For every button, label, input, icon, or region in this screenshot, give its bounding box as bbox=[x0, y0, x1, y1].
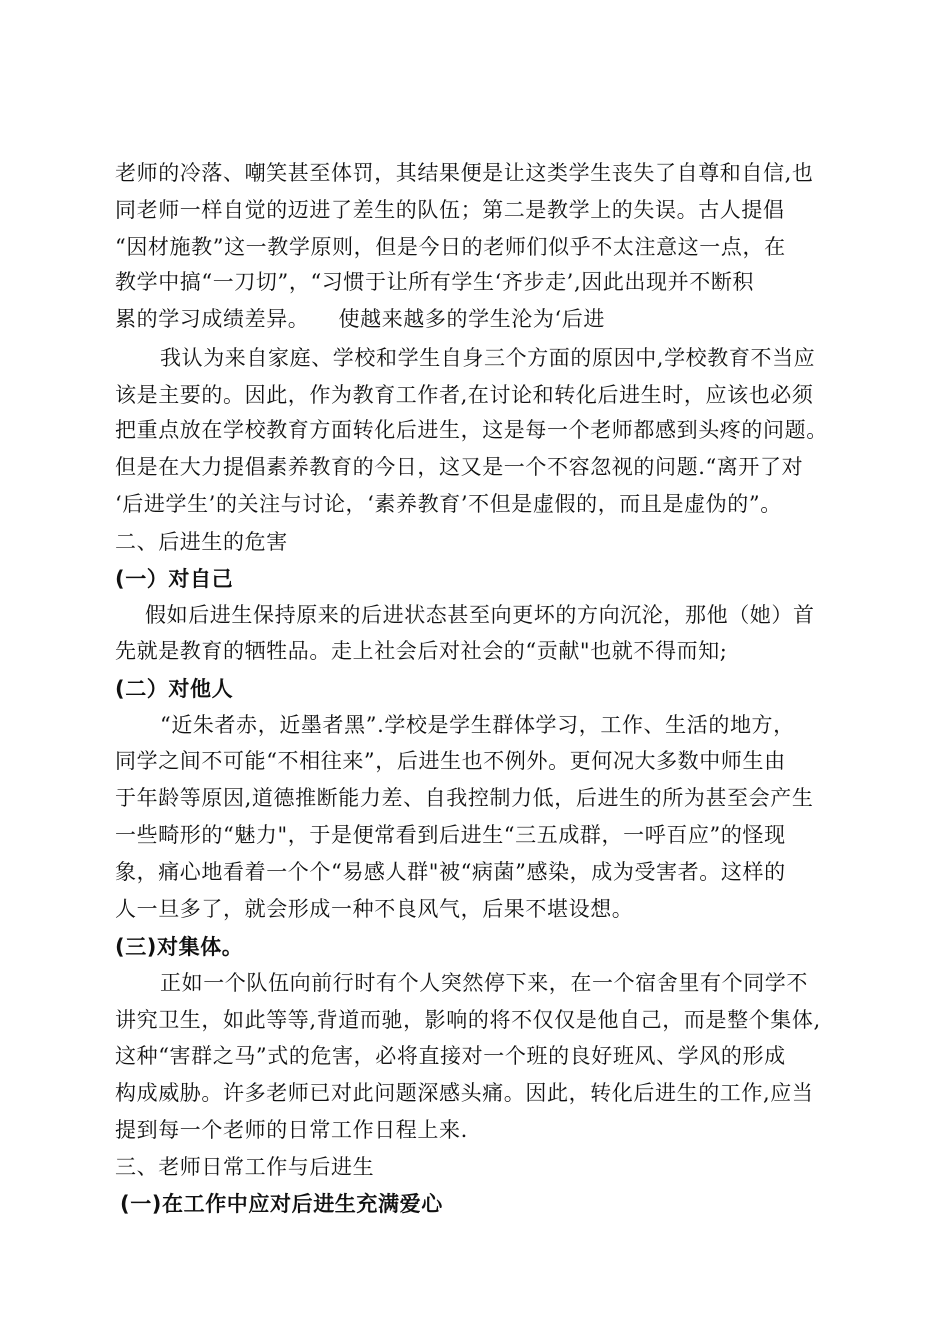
text-line: 教学中搞“一刀切”，“习惯于让所有学生‘齐步走’,因此出现并不断积 bbox=[115, 270, 755, 294]
text-line: 但是在大力提倡素养教育的今日，这又是一个不容忽视的问题.“离开了对 bbox=[115, 455, 804, 479]
section-heading: 三、老师日常工作与后进生 bbox=[115, 1155, 375, 1179]
text-line: 该是主要的。因此，作为教育工作者,在讨论和转化后进生时，应该也必须 bbox=[115, 383, 814, 407]
text-line: 正如一个队伍向前行时有个人突然停下来，在一个宿舍里有个同学不 bbox=[160, 971, 808, 995]
text-line: ‘后进学生’的关注与讨论，‘素养教育’不但是虚假的，而且是虚伪的”。 bbox=[115, 492, 782, 516]
text-line: 累的学习成绩差异。 使越来越多的学生沦为‘后进 bbox=[115, 307, 605, 331]
text-line: 把重点放在学校教育方面转化后进生，这是每一个老师都感到头疼的问题。 bbox=[115, 418, 828, 442]
text-line: 一些畸形的“魅力"，于是便常看到后进生“三五成群，一呼百应”的怪现 bbox=[115, 823, 786, 847]
text-line: 我认为来自家庭、学校和学生自身三个方面的原因中,学校教育不当应 bbox=[160, 346, 816, 370]
text-line: 人一旦多了，就会形成一种不良风气，后果不堪设想。 bbox=[115, 897, 634, 921]
text-line: 象，痛心地看着一个个“易感人群"被“病菌”感染，成为受害者。这样的 bbox=[115, 860, 786, 884]
subsection-heading: (二）对他人 bbox=[115, 677, 234, 701]
text-line: “因材施教”这一教学原则，但是今日的老师们似乎不太注意这一点，在 bbox=[115, 235, 786, 259]
text-line: 讲究卫生，如此等等,背道而驰，影响的将不仅仅是他自己，而是整个集体, bbox=[115, 1008, 821, 1032]
text-line: 假如后进生保持原来的后进状态甚至向更坏的方向沉沦，那他（她）首 bbox=[145, 603, 815, 627]
text-line: 先就是教育的牺牲品。走上社会后对社会的“贡献"也就不得而知; bbox=[115, 639, 728, 663]
section-heading: 二、后进生的危害 bbox=[115, 530, 288, 554]
text-line: 老师的冷落、嘲笑甚至体罚，其结果便是让这类学生丧失了自尊和自信,也 bbox=[115, 161, 814, 185]
text-line: 提到每一个老师的日常工作日程上来. bbox=[115, 1118, 468, 1142]
subsection-heading: (一）对自己 bbox=[115, 567, 234, 591]
text-line: 同学之间不可能“不相往来”，后进生也不例外。更何况大多数中师生由 bbox=[115, 749, 786, 773]
text-line: 构成威胁。许多老师已对此问题深感头痛。因此，转化后进生的工作,应当 bbox=[115, 1081, 814, 1105]
text-line: “近朱者赤，近墨者黑”.学校是学生群体学习，工作、生活的地方， bbox=[160, 713, 795, 737]
subsection-heading: (一)在工作中应对后进生充满爱心 bbox=[120, 1192, 443, 1216]
text-line: 同老师一样自觉的迈进了差生的队伍；第二是教学上的失误。古人提倡 bbox=[115, 198, 785, 222]
text-line: 于年龄等原因,道德推断能力差、自我控制力低，后进生的所为甚至会产生 bbox=[115, 786, 814, 810]
subsection-heading: (三)对集体。 bbox=[115, 935, 244, 959]
text-line: 这种“害群之马”式的危害，必将直接对一个班的良好班风、学风的形成 bbox=[115, 1044, 786, 1068]
